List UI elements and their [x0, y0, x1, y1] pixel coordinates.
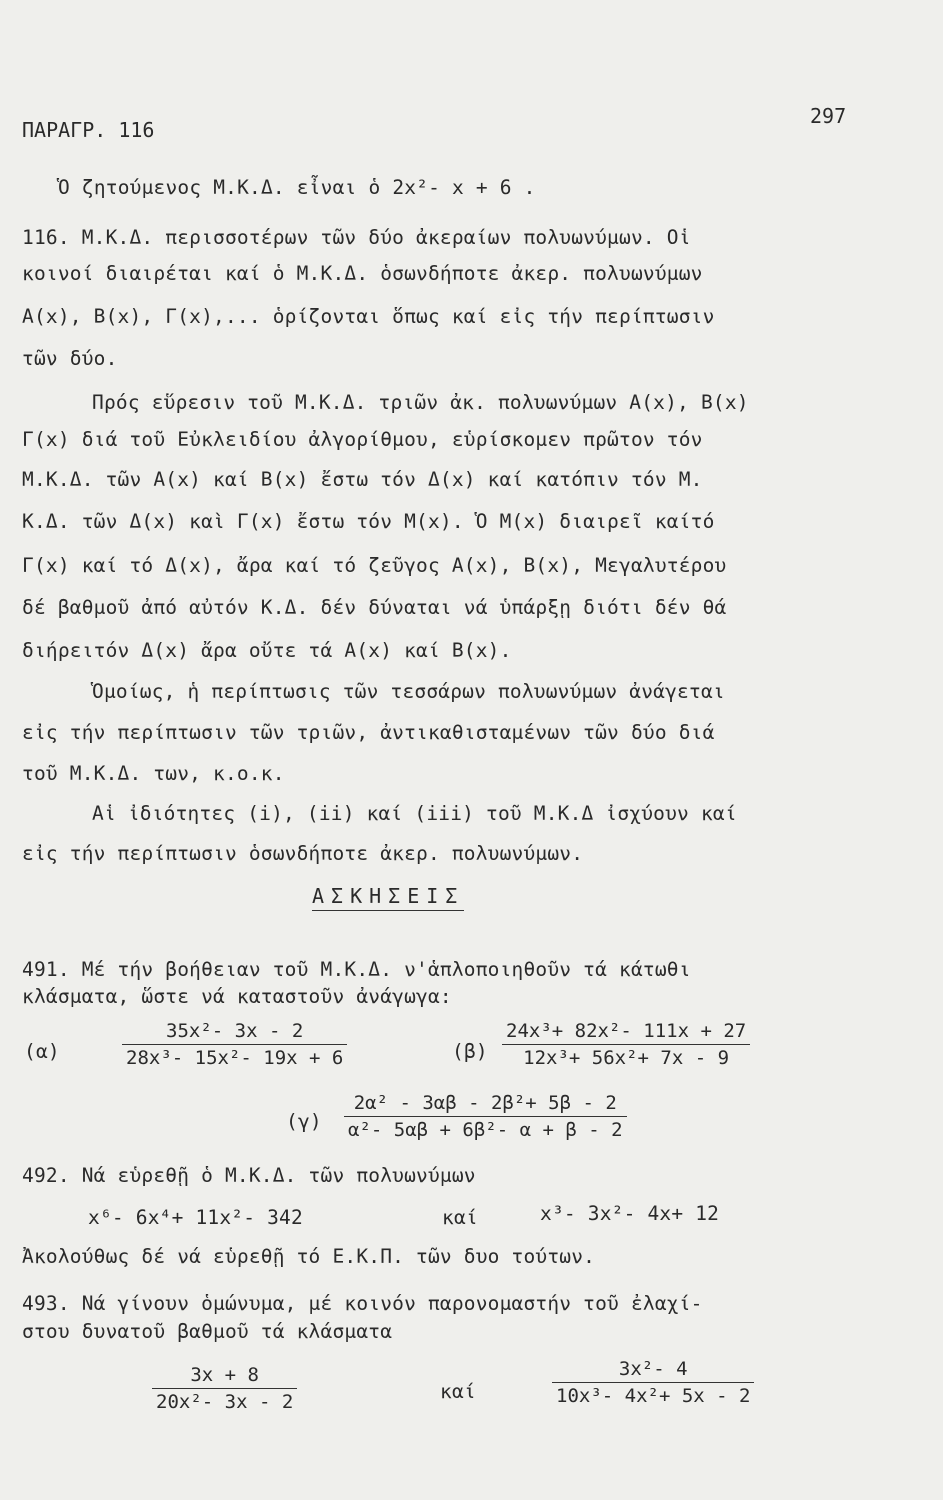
text-line: Ὁμοίως, ἡ περίπτωσις τῶν τεσσάρων πολυωνύμων ἀνάγεται	[92, 680, 725, 703]
page-number: 297	[810, 104, 847, 128]
fraction-label-c: (γ)	[286, 1110, 322, 1133]
text-line: Α(x), Β(x), Γ(x),... ὁρίζονται ὅπως καί εἰς τήν περίπτωσιν	[22, 305, 715, 328]
fraction-c-denominator: α²- 5αβ + 6β²- α + β - 2	[348, 1119, 623, 1141]
exercise-492-line: 492. Νά εὑρεθῇ ὁ Μ.Κ.Δ. τῶν πολυωνύμων	[22, 1164, 476, 1187]
and-word: καί	[440, 1380, 476, 1403]
fraction-label-a: (α)	[24, 1040, 60, 1063]
text-line: κοινοί διαιρέται καί ὁ Μ.Κ.Δ. ὁσωνδήποτε ἀκερ. πολυωνύμων	[22, 262, 703, 285]
section-header: ΠΑΡΑΓΡ. 116	[22, 118, 155, 142]
text-line: Μ.Κ.Δ. τῶν Α(x) καί Β(x) ἔστω τόν Δ(x) καί κατόπιν τόν Μ.	[22, 468, 703, 491]
fraction-c	[344, 1092, 627, 1141]
fraction-a	[122, 1020, 347, 1069]
exercise-493-line: στου δυνατοῦ βαθμοῦ τά κλάσματα	[22, 1320, 393, 1343]
fraction-b-numerator: 24x³+ 82x²- 111x + 27	[502, 1020, 750, 1045]
fraction-2-numerator: 3x²- 4	[552, 1358, 754, 1383]
exercise-491-line: κλάσματα, ὥστε νά καταστοῦν ἀνάγωγα:	[22, 985, 452, 1008]
exercise-492-line: Ἀκολούθως δέ νά εὑρεθῇ τό Ε.Κ.Π. τῶν δυο τούτων.	[22, 1245, 596, 1268]
text-line: Γ(x) καί τό Δ(x), ἄρα καί τό ζεῦγος Α(x), Β(x), Μεγαλυτέρου	[22, 554, 727, 577]
fraction-2-denominator: 10x³- 4x²+ 5x - 2	[556, 1385, 751, 1407]
text-line: 116. Μ.Κ.Δ. περισσοτέρων τῶν δύο ἀκεραίων πολυωνύμων. Οἱ	[22, 226, 691, 249]
text-line: τοῦ Μ.Κ.Δ. των, κ.ο.κ.	[22, 762, 285, 785]
text-line: Κ.Δ. τῶν Δ(x) καὶ Γ(x) ἔστω τόν Μ(x). Ὁ Μ(x) διαιρεῖ καίτό	[22, 510, 715, 533]
fraction-1	[152, 1364, 297, 1413]
fraction-b	[502, 1020, 750, 1069]
text-line: διήρειτόν Δ(x) ἄρα οὔτε τά Α(x) καί Β(x).	[22, 639, 512, 662]
text-line: Πρός εὕρεσιν τοῦ Μ.Κ.Δ. τριῶν ἀκ. πολυωνύμων Α(x), Β(x)	[92, 391, 749, 414]
fraction-1-denominator: 20x²- 3x - 2	[156, 1391, 294, 1413]
text-line: εἰς τήν περίπτωσιν τῶν τριῶν, ἀντικαθισταμένων τῶν δύο διά	[22, 721, 715, 744]
text-line: τῶν δύο.	[22, 347, 118, 370]
text-line: δέ βαθμοῦ ἀπό αὐτόν Κ.Δ. δέν δύναται νά ὑπάρξῃ διότι δέν θά	[22, 596, 727, 619]
exercise-493-line: 493. Νά γίνουν ὁμώνυμα, μέ κοινόν παρονομαστήν τοῦ ἐλαχί-	[22, 1292, 703, 1315]
exercise-491-line: 491. Μέ τήν βοήθειαν τοῦ Μ.Κ.Δ. ν'ἁπλοποιηθοῦν τά κάτωθι	[22, 958, 691, 981]
and-word: καί	[442, 1206, 478, 1229]
fraction-a-numerator: 35x²- 3x - 2	[122, 1020, 347, 1045]
text-line: εἰς τήν περίπτωσιν ὁσωνδήποτε ἀκερ. πολυωνύμων.	[22, 842, 584, 865]
text-line: Αἱ ἰδιότητες (i), (ii) καί (iii) τοῦ Μ.Κ.Δ ἰσχύουν καί	[92, 802, 737, 825]
exercises-heading: ΑΣΚΗΣΕΙΣ	[312, 884, 464, 911]
polynomial-1: x⁶- 6x⁴+ 11x²- 342	[88, 1206, 303, 1229]
fraction-1-numerator: 3x + 8	[152, 1364, 297, 1389]
text-line: Ὁ ζητούμενος Μ.Κ.Δ. εἶναι ὁ 2x²- x + 6 .	[58, 176, 536, 199]
polynomial-2: x³- 3x²- 4x+ 12	[540, 1202, 720, 1225]
text-line: Γ(x) διά τοῦ Εὐκλειδίου ἀλγορίθμου, εὑρίσκομεν πρῶτον τόν	[22, 428, 703, 451]
fraction-c-numerator: 2α² - 3αβ - 2β²+ 5β - 2	[344, 1092, 627, 1117]
fraction-b-denominator: 12x³+ 56x²+ 7x - 9	[523, 1047, 730, 1069]
fraction-2	[552, 1358, 754, 1407]
fraction-a-denominator: 28x³- 15x²- 19x + 6	[126, 1047, 344, 1069]
fraction-label-b: (β)	[452, 1040, 488, 1063]
